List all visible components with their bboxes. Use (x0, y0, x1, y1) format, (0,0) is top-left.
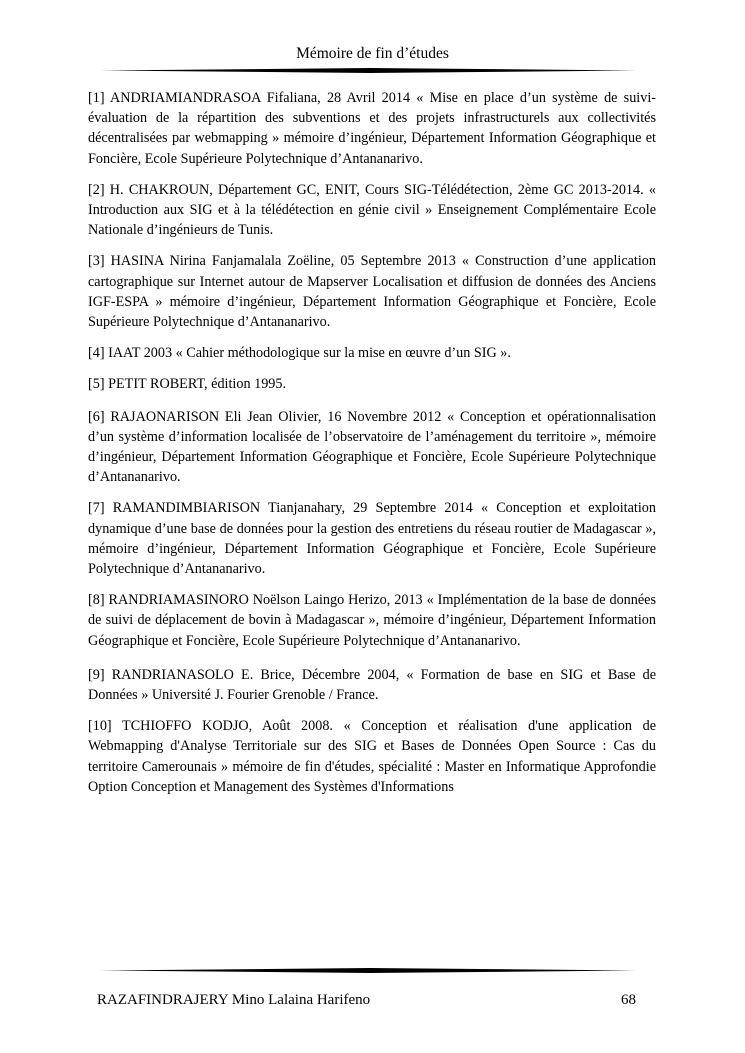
reference-item-4: [4] IAAT 2003 « Cahier méthodologique sur la mise en œuvre d’un SIG ». (88, 345, 511, 362)
footer-divider (100, 968, 641, 973)
bibliography-list (88, 88, 656, 808)
header-divider (100, 68, 641, 73)
reference-item-8: [8] RANDRIAMASINORO Noëlson Laingo Herizo, 2013 « Implémentation de la base de données de suivi de déplacement de bovin à Madagascar », mémoire d’ingénieur, Département Information Géographique et Foncière, Ecole Supérieure Polytechnique d’Antananarivo. (88, 592, 656, 649)
reference-item-10: [10] TCHIOFFO KODJO, Août 2008. « Conception et réalisation d'une application de Webmapping d'Analyse Territoriale sur des SIG et Bases de Données Open Source : Cas du territoire Camerounais » mémoire de fin d'études, spécialité : Master en Informatique Approfondie Option Conception et Management des Systèmes d'Informations (88, 718, 656, 795)
reference-item-6: [6] RAJAONARISON Eli Jean Olivier, 16 Novembre 2012 « Conception et opérationnalisation d’un système d’information localisée de l’observatoire de l’aménagement du territoire », mémoire d’ingénieur, Département Information Géographique et Foncière, Ecole Supérieure Polytechnique d’Antananarivo. (88, 408, 656, 486)
reference-item-1: [1] ANDRIAMIANDRASOA Fifaliana, 28 Avril 2014 « Mise en place d’un système de suivi-évaluation de la répartition des subventions et des projets infrastructurels aux collectivités décentralisées par webmapping » mémoire d’ingénieur, Département Information Géographique et Foncière, Ecole Supérieure Polytechnique d’Antananarivo. (88, 90, 656, 167)
reference-item-2: [2] H. CHAKROUN, Département GC, ENIT, Cours SIG-Télédétection, 2ème GC 2013-2014. « Introduction aux SIG et à la télédétection en génie civil » Enseignement Complémentaire Ecole Nationale d’ingénieurs de Tunis. (88, 181, 656, 239)
footer-author: RAZAFINDRAJERY Mino Lalaina Harifeno (97, 992, 371, 1008)
reference-item-9: [9] RANDRIANASOLO E. Brice, Décembre 2004, « Formation de base en SIG et Base de Données » Université J. Fourier Grenoble / France. (88, 666, 656, 704)
page-header-title: Mémoire de fin d’études (296, 45, 449, 62)
page-number: 68 (621, 992, 636, 1008)
reference-item-5: [5] PETIT ROBERT, édition 1995. (88, 376, 287, 393)
reference-item-3: [3] HASINA Nirina Fanjamalala Zoëline, 05 Septembre 2013 « Construction d’une application cartographique sur Internet autour de Mapserver Localisation et diffusion de données des Anciens IGF-ESPA » mémoire d’ingénieur, Département Information Géographique et Foncière, Ecole Supérieure Polytechnique d’Antananarivo. (88, 253, 656, 331)
reference-item-7: [7] RAMANDIMBIARISON Tianjanahary, 29 Septembre 2014 « Conception et exploitation dynamique d’une base de données pour la gestion des entretiens du réseau routier de Madagascar », mémoire d’ingénieur, Département Information Géographique et Foncière, Ecole Supérieure Polytechnique d’Antananarivo. (88, 500, 656, 578)
